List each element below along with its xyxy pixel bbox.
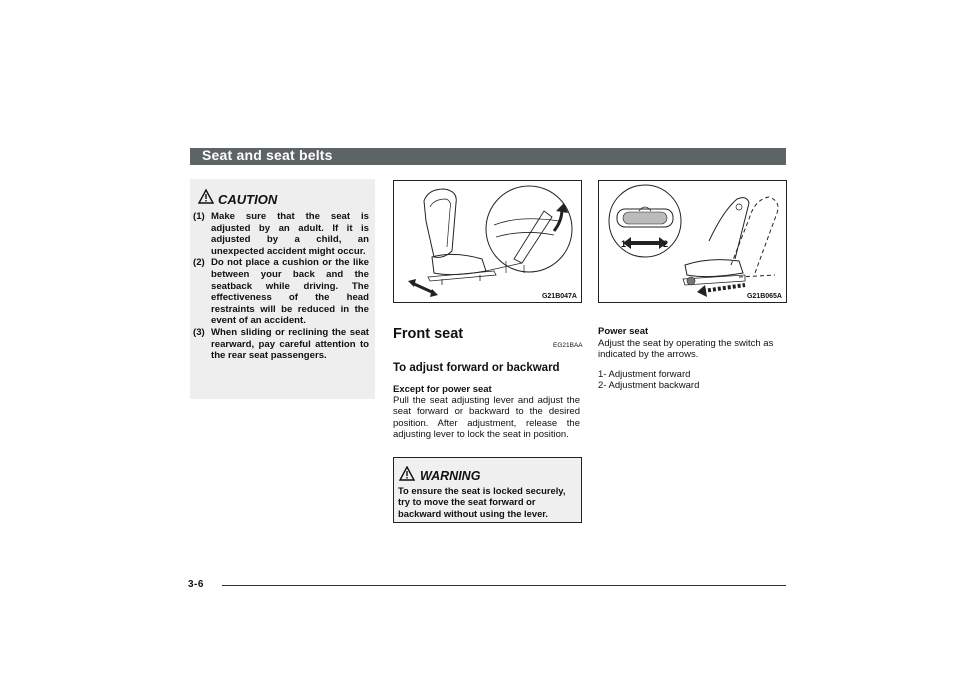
figure-manual-seat (393, 180, 582, 303)
section-header-title: Seat and seat belts (202, 147, 333, 163)
figure-label-1: 1 (621, 239, 627, 249)
paragraph-heading: Except for power seat (393, 384, 492, 395)
warning-triangle-icon (198, 189, 214, 204)
caution-item-text: Do not place a cushion or the like between your back and the seatback while driving. The effectiveness of the head restraints will be reduced in the event of an accident. (211, 257, 369, 327)
caution-item-number: (1) (193, 211, 205, 222)
power-seat-text: Adjust the seat by operating the switch as indicated by the arrows. (598, 338, 774, 361)
warning-heading-text: WARNING (420, 469, 481, 483)
subheading: To adjust forward or backward (393, 362, 560, 374)
caution-heading-text: CAUTION (218, 192, 278, 207)
footer-rule (222, 585, 786, 586)
caution-item-text: When sliding or reclining the seat rearward, pay careful attention to the rear seat passengers. (211, 326, 369, 362)
power-seat-item-2: 2- Adjustment backward (598, 380, 700, 391)
power-seat-illustration (599, 181, 786, 302)
section-code: EG21BAA (553, 342, 583, 349)
caution-list (193, 211, 369, 362)
warning-heading (399, 463, 480, 483)
power-seat-item-1: 1- Adjustment forward (598, 369, 691, 380)
caution-item-number: (2) (193, 257, 205, 269)
warning-triangle-icon (399, 466, 415, 481)
caution-item (193, 211, 369, 257)
figure-label-2: 2 (663, 239, 669, 249)
section-title: Front seat (393, 326, 464, 342)
caution-item-number: (3) (193, 326, 205, 338)
figure-code: G21B065A (746, 293, 782, 300)
caution-item-text: Make sure that the seat is adjusted by an adult. If it is adjusted by a child, an unexpected accident might occur. (211, 211, 369, 257)
page-number: 3-6 (188, 579, 204, 590)
manual-seat-illustration (394, 181, 581, 302)
figure-code: G21B047A (541, 293, 577, 300)
caution-item (193, 327, 369, 362)
power-seat-heading: Power seat (598, 326, 649, 337)
caution-item (193, 257, 369, 327)
figure-power-seat (598, 180, 787, 303)
paragraph-text: Pull the seat adjusting lever and adjust the seat forward or backward to the desired position. After adjustment, release the adjusting lever to lock the seat in position. (393, 395, 580, 441)
caution-heading (198, 186, 277, 207)
warning-text: To ensure the seat is locked securely, try to move the seat forward or backward without using the lever. (398, 485, 566, 519)
